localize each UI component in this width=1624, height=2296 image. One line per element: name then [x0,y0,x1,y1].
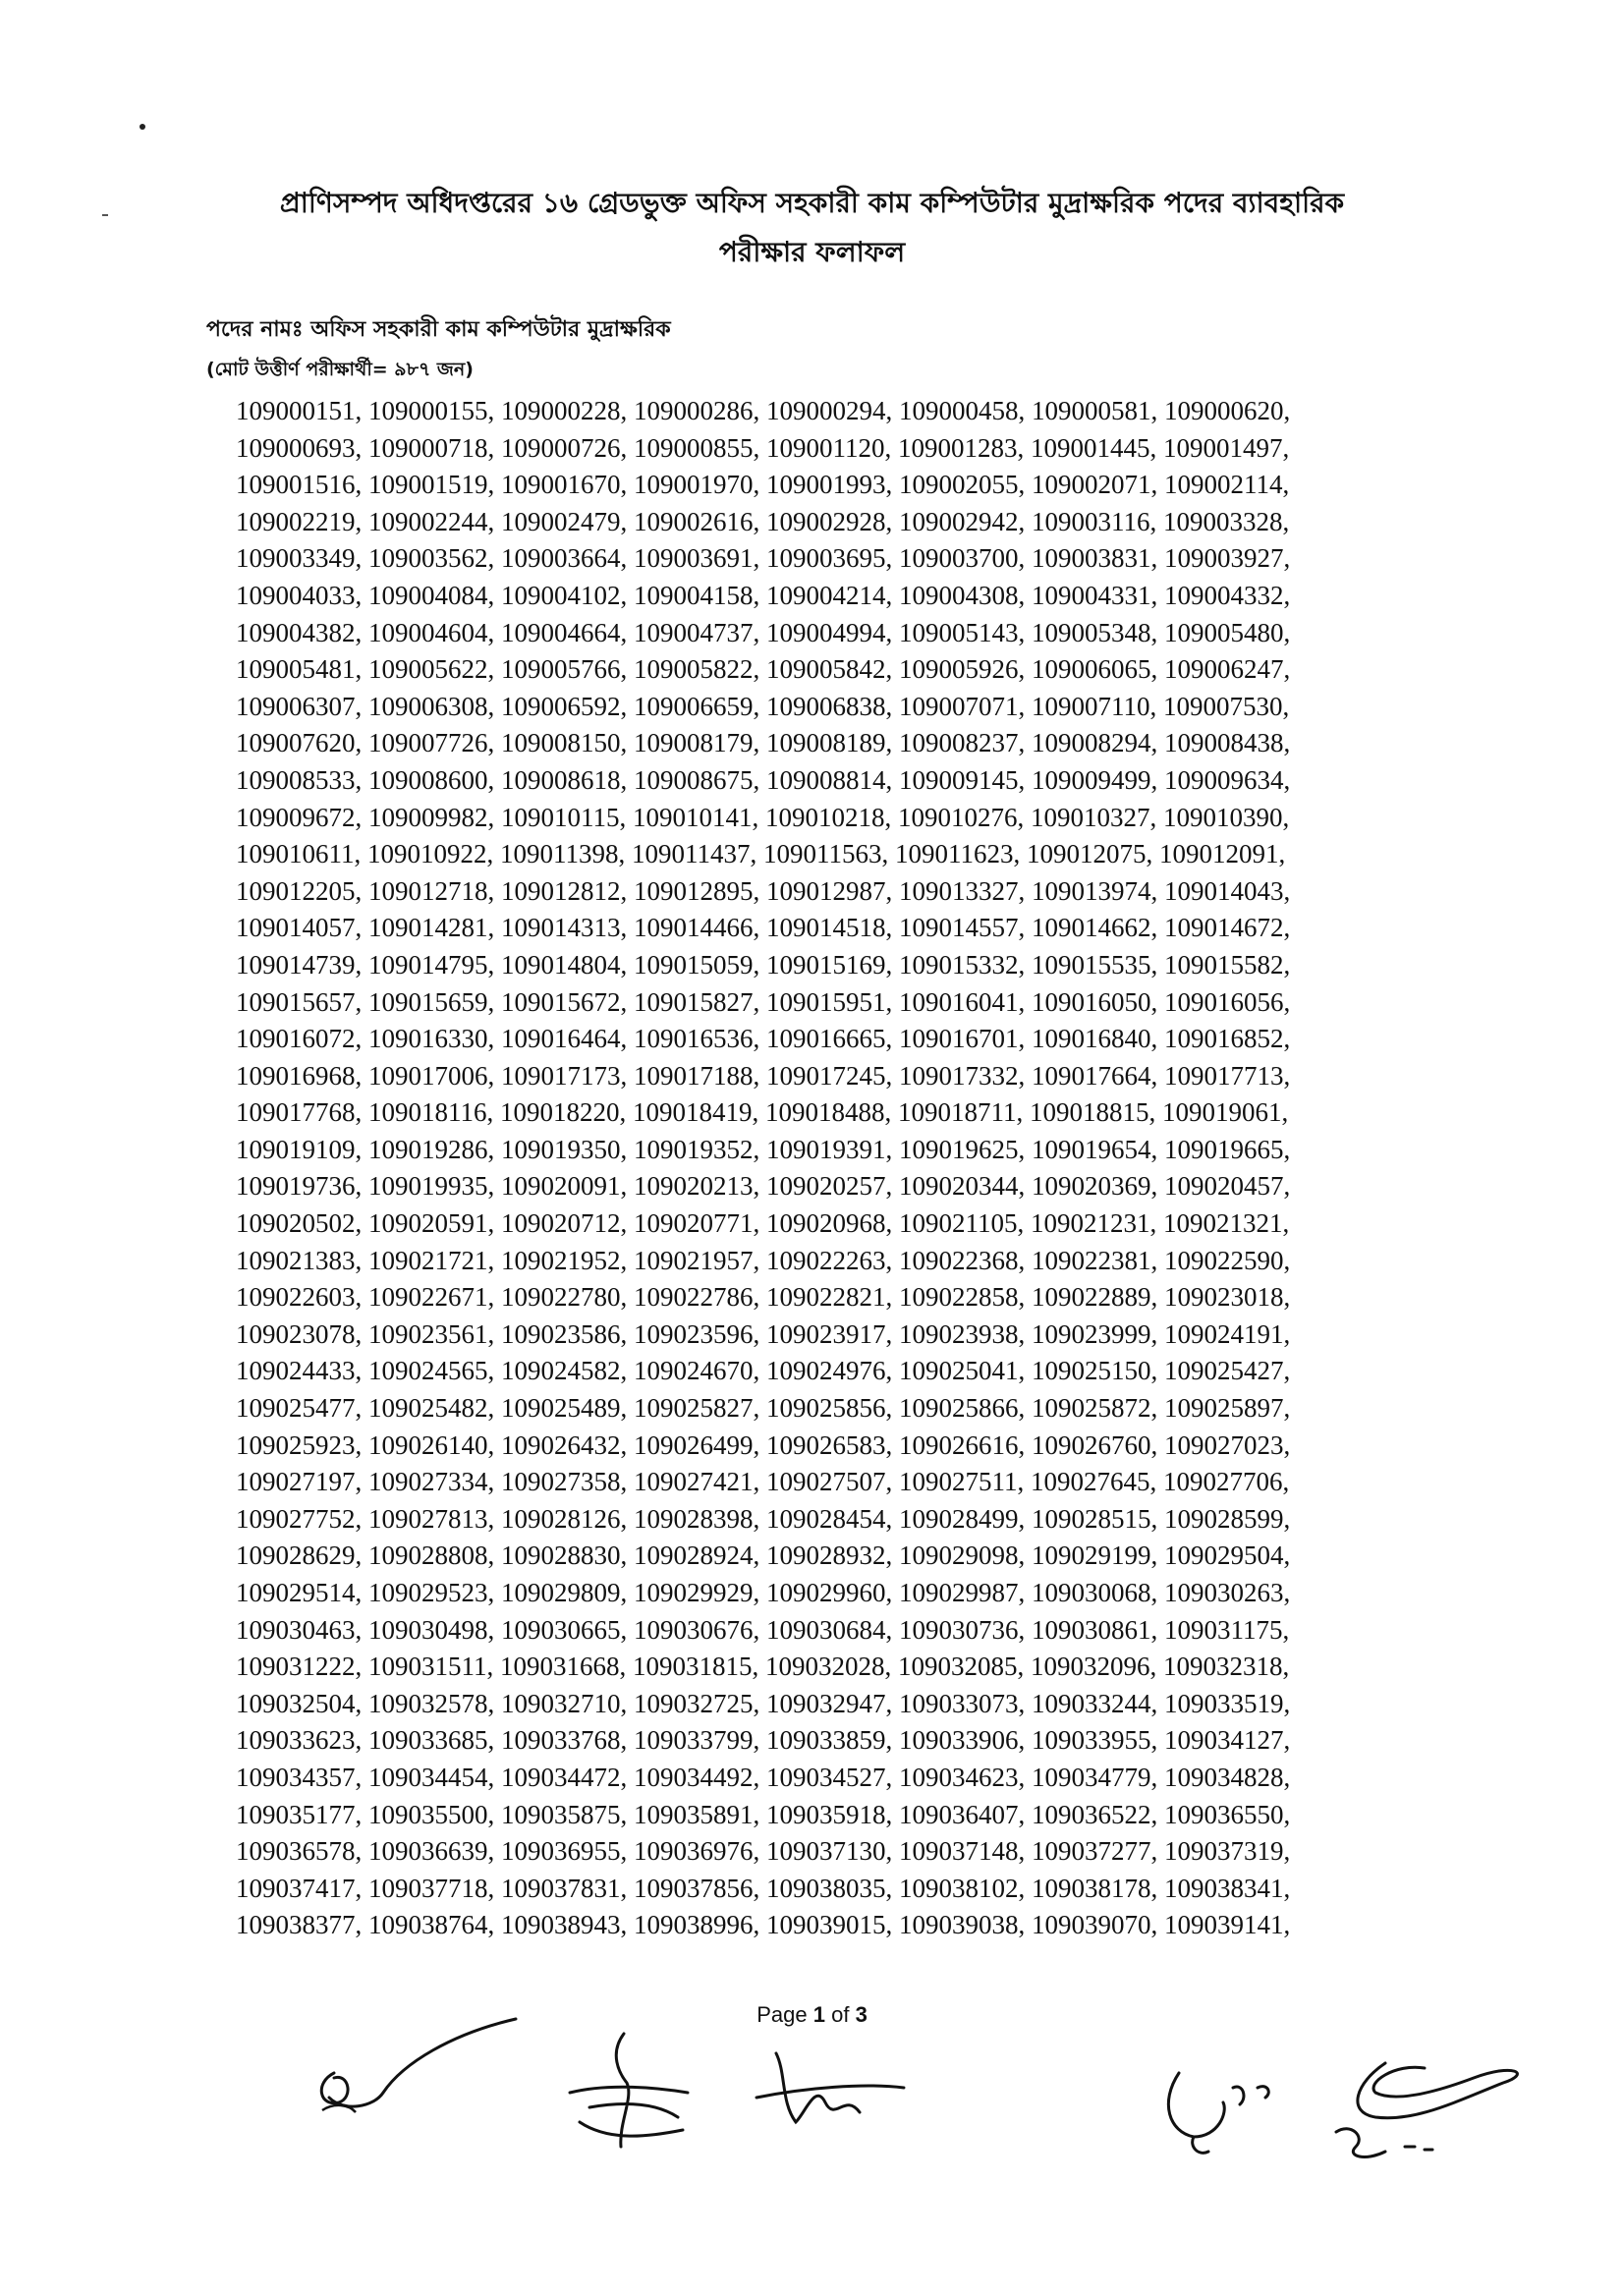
roll-row: 109027752, 109027813, 109028126, 109028398, 109028454, 109028499, 109028515, 109028599, [236,1503,1291,1534]
roll-number-list [236,393,1405,1944]
roll-row: 109004033, 109004084, 109004102, 109004158, 109004214, 109004308, 109004331, 109004332, [236,580,1291,610]
signature-3 [747,2044,914,2142]
roll-row: 109012205, 109012718, 109012812, 109012895, 109012987, 109013327, 109013974, 109014043, [236,875,1291,906]
roll-row: 109024433, 109024565, 109024582, 109024670, 109024976, 109025041, 109025150, 109025427, [236,1356,1291,1386]
roll-row: 109006307, 109006308, 109006592, 109006659, 109006838, 109007071, 109007110, 109007530, [236,691,1290,721]
roll-row: 109003349, 109003562, 109003664, 109003691, 109003695, 109003700, 109003831, 109003927, [236,543,1291,574]
roll-row: 109008533, 109008600, 109008618, 109008675, 109008814, 109009145, 109009499, 109009634, [236,764,1291,795]
roll-row: 109036578, 109036639, 109036955, 109036976, 109037130, 109037148, 109037277, 109037319, [236,1836,1291,1867]
title-line-1: প্রাণিসম্পদ অধিদপ্তরের ১৬ গ্রেডভুক্ত অফিস সহকারী কাম কম্পিউটার মুদ্রাক্ষরিক পদের ব্যাবহারিক [279,187,1345,219]
roll-row: 109016968, 109017006, 109017173, 109017188, 109017245, 109017332, 109017664, 109017713, [236,1060,1291,1091]
roll-row: 109009672, 109009982, 109010115, 109010141, 109010218, 109010276, 109010327, 109010390, [236,802,1290,832]
roll-row: 109022603, 109022671, 109022780, 109022786, 109022821, 109022858, 109022889, 109023018, [236,1282,1291,1313]
roll-row: 109029514, 109029523, 109029809, 109029929, 109029960, 109029987, 109030068, 109030263, [236,1578,1291,1607]
roll-row: 109019109, 109019286, 109019350, 109019352, 109019391, 109019625, 109019654, 109019665, [236,1134,1291,1164]
roll-row: 109014739, 109014795, 109014804, 109015059, 109015169, 109015332, 109015535, 109015582, [236,949,1291,980]
stray-dot [140,124,145,130]
roll-row: 109004382, 109004604, 109004664, 109004737, 109004994, 109005143, 109005348, 109005480, [236,617,1291,647]
page-of: of [831,2002,850,2027]
roll-row: 109037417, 109037718, 109037831, 109037856, 109038035, 109038102, 109038178, 109038341, [236,1873,1291,1903]
roll-row: 109010611, 109010922, 109011398, 109011437, 109011563, 109011623, 109012075, 109012091, [236,839,1286,869]
roll-row: 109000151, 109000155, 109000228, 109000286, 109000294, 109000458, 109000581, 109000620, [236,396,1291,425]
total-passed: (মোট উত্তীর্ণ পরীক্ষার্থী= ৯৮৭ জন) [206,359,474,380]
roll-row: 109017768, 109018116, 109018220, 109018419, 109018488, 109018711, 109018815, 109019061, [236,1097,1289,1128]
roll-row: 109034357, 109034454, 109034472, 109034492, 109034527, 109034623, 109034779, 109034828, [236,1762,1291,1792]
page-total: 3 [855,2002,868,2027]
roll-row: 109015657, 109015659, 109015672, 109015827, 109015951, 109016041, 109016050, 109016056, [236,986,1291,1017]
roll-row: 109025923, 109026140, 109026432, 109026499, 109026583, 109026616, 109026760, 109027023, [236,1429,1291,1460]
signature-2 [550,2024,717,2152]
roll-row: 109033623, 109033685, 109033768, 109033799, 109033859, 109033906, 109033955, 109034127, [236,1725,1291,1756]
roll-row: 109001516, 109001519, 109001670, 109001970, 109001993, 109002055, 109002071, 109002114, [236,470,1290,500]
roll-row: 109031222, 109031511, 109031668, 109031815, 109032028, 109032085, 109032096, 109032318, [236,1652,1290,1682]
roll-row: 109023078, 109023561, 109023586, 109023596, 109023917, 109023938, 109023999, 109024191, [236,1318,1291,1349]
title-line-2: পরীক্ষার ফলাফল [718,236,906,268]
page-current: 1 [812,2002,825,2027]
page-word: Page [756,2002,808,2027]
roll-row: 109035177, 109035500, 109035875, 109035891, 109035918, 109036407, 109036522, 109036550, [236,1799,1291,1829]
signature-4 [1149,2044,1316,2161]
roll-row: 109005481, 109005622, 109005766, 109005822, 109005842, 109005926, 109006065, 109006247, [236,654,1291,685]
roll-row: 109020502, 109020591, 109020712, 109020771, 109020968, 109021105, 109021231, 109021321, [236,1208,1290,1239]
roll-row: 109025477, 109025482, 109025489, 109025827, 109025856, 109025866, 109025872, 109025897, [236,1393,1291,1424]
roll-row: 109002219, 109002244, 109002479, 109002616, 109002928, 109002942, 109003116, 109003328, [236,506,1290,536]
roll-row: 109030463, 109030498, 109030665, 109030676, 109030684, 109030736, 109030861, 109031175, [236,1614,1290,1645]
roll-row: 109038377, 109038764, 109038943, 109038996, 109039015, 109039038, 109039070, 109039141, [236,1910,1291,1940]
roll-row: 109032504, 109032578, 109032710, 109032725, 109032947, 109033073, 109033244, 109033519, [236,1688,1291,1718]
roll-row: 109019736, 109019935, 109020091, 109020213, 109020257, 109020344, 109020369, 109020457, [236,1171,1291,1202]
roll-row: 109021383, 109021721, 109021952, 109021957, 109022263, 109022368, 109022381, 109022590, [236,1245,1291,1275]
post-name: পদের নামঃ অফিস সহকারী কাম কম্পিউটার মুদ্রাক্ষরিক [206,317,671,342]
roll-row: 109027197, 109027334, 109027358, 109027421, 109027507, 109027511, 109027645, 109027706, [236,1467,1290,1497]
roll-row: 109014057, 109014281, 109014313, 109014466, 109014518, 109014557, 109014662, 109014672, [236,913,1291,943]
roll-row: 109016072, 109016330, 109016464, 109016536, 109016665, 109016701, 109016840, 109016852, [236,1024,1291,1054]
roll-row: 109000693, 109000718, 109000726, 109000855, 109001120, 109001283, 109001445, 109001497, [236,432,1290,463]
page-title [0,179,1624,277]
signature-1 [295,2004,531,2122]
roll-row: 109007620, 109007726, 109008150, 109008179, 109008189, 109008237, 109008294, 109008438, [236,728,1291,758]
signature-5 [1316,2024,1552,2171]
roll-row: 109028629, 109028808, 109028830, 109028924, 109028932, 109029098, 109029199, 109029504, [236,1540,1291,1571]
